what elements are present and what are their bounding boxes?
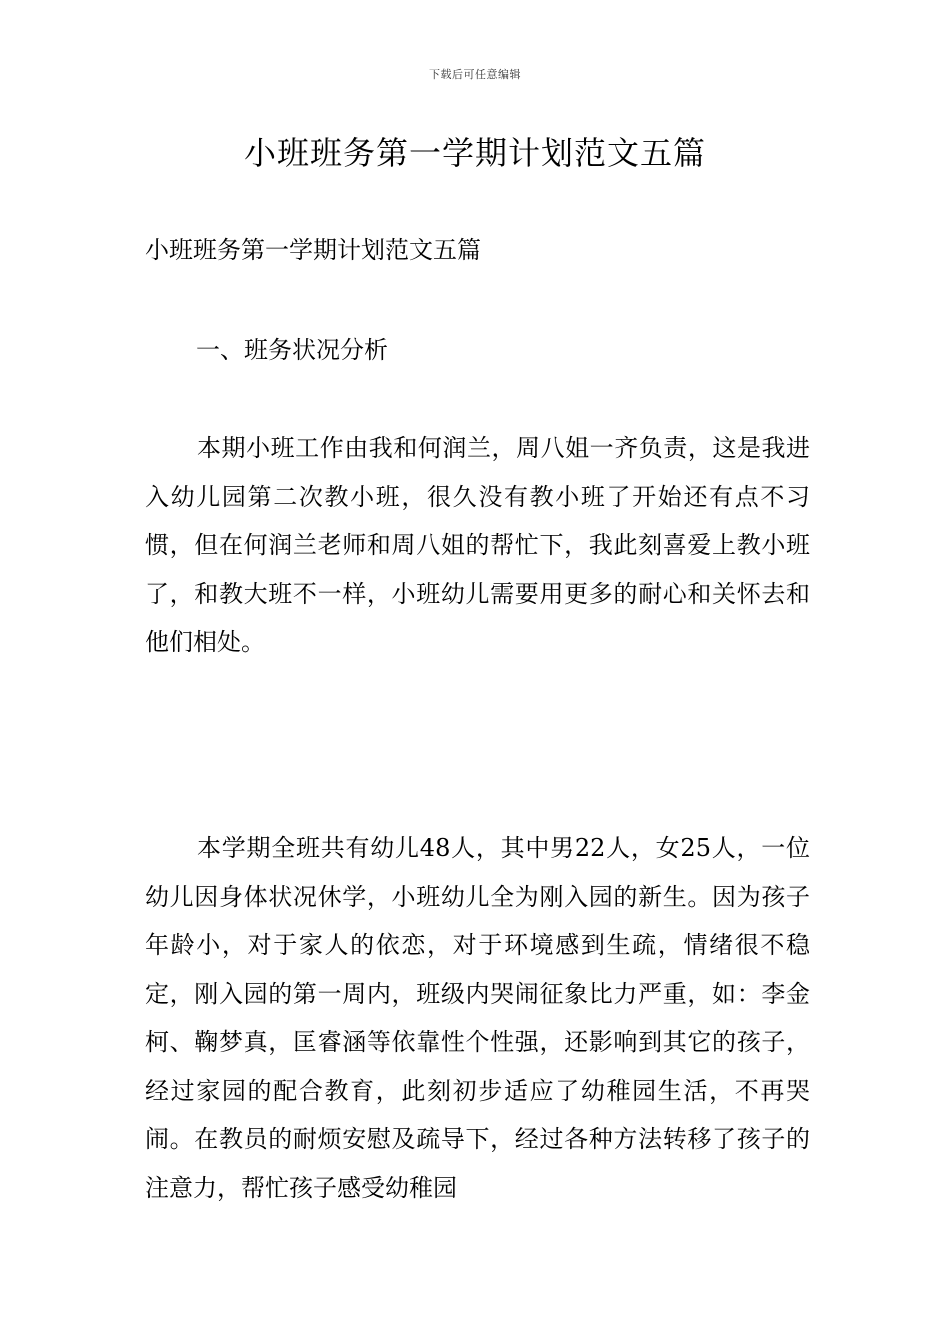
paragraph-2: 本学期全班共有幼儿48人，其中男22人，女25人，一位幼儿因身体状况休学，小班幼儿全为刚入园的新生。因为孩子年龄小，对于家人的依恋，对于环境感到生疏，情绪很不稳定，刚入园的第一周内，班级内哭闹征象比力严重，如：李金柯、鞠梦真，匡睿涵等依靠性个性强，还影响到其它的孩子，经过家园的配合教育，此刻初步适应了幼稚园生活，不再哭闹。在教员的耐烦安慰及疏导下，经过各种方法转移了孩子的注意力，帮忙孩子感受幼稚园 [145, 834, 810, 1202]
header-note: 下载后可任意编辑 [429, 68, 521, 81]
document-subtitle: 小班班务第一学期计划范文五篇 [145, 236, 481, 264]
paragraph-1: 本期小班工作由我和何润兰，周八姐一齐负责，这是我进入幼儿园第二次教小班，很久没有教小班了开始还有点不习惯，但在何润兰老师和周八姐的帮忙下，我此刻喜爱上教小班了，和教大班不一样，小班幼儿需要用更多的耐心和关怀去和他们相处。 [145, 434, 810, 656]
document-title: 小班班务第一学期计划范文五篇 [243, 134, 706, 172]
section-heading: 一、班务状况分析 [196, 336, 388, 364]
